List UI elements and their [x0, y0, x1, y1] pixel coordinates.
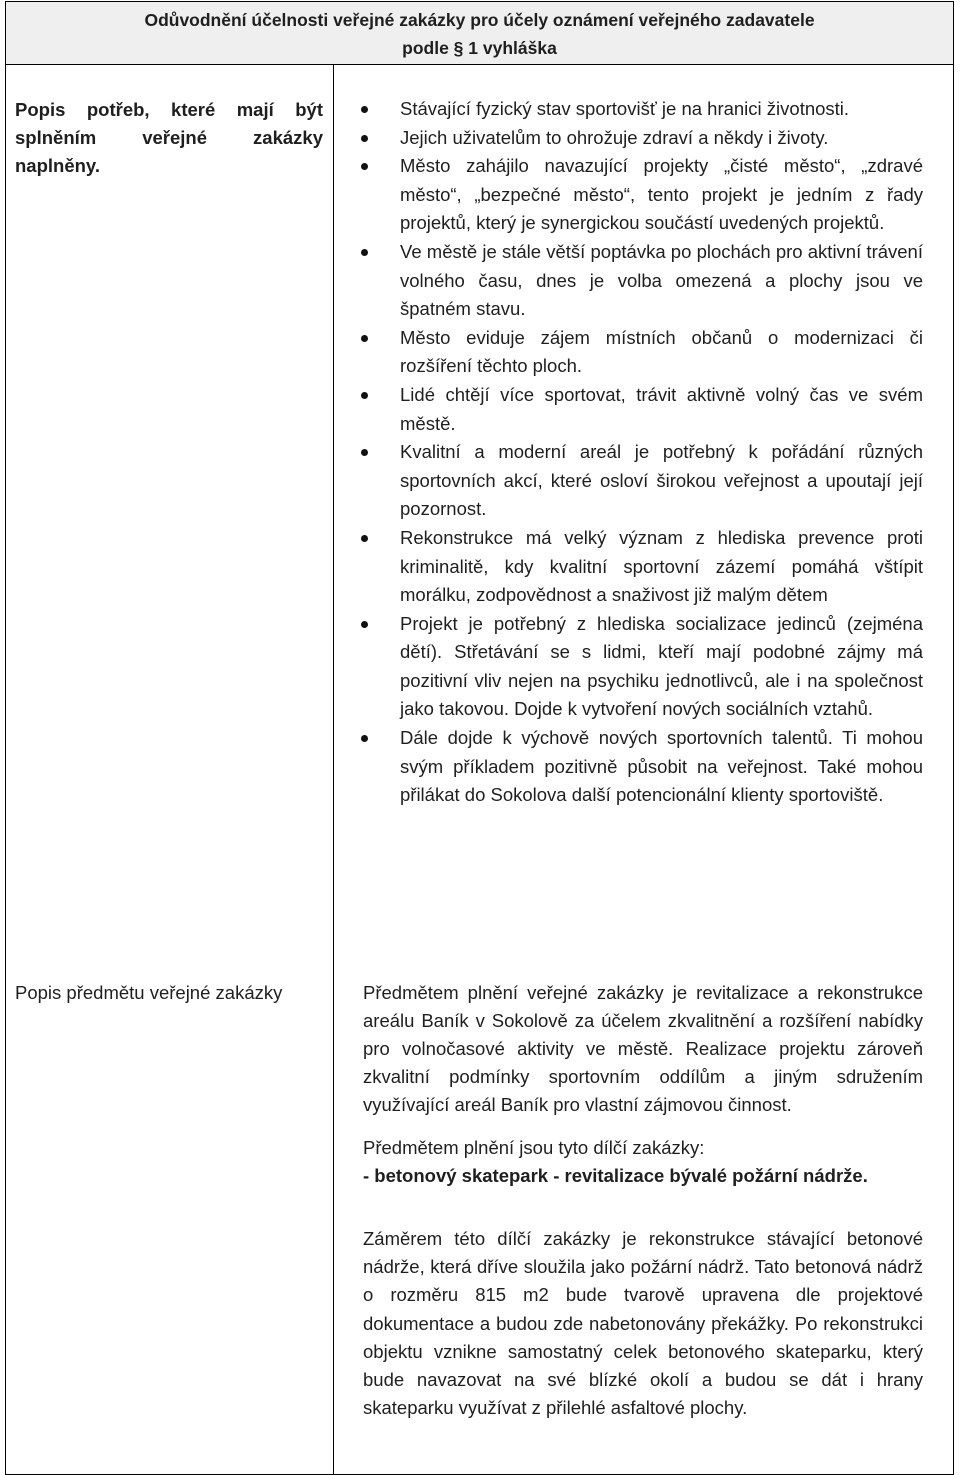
subject-label-cell	[6, 961, 334, 1475]
subject-paragraph: Předmětem plnění veřejné zakázky je revitalizace a rekonstrukce areálu Baník v Sokolově za účelem zkvalitnění a rozšíření nabídky pro volnočasové aktivity ve městě. Realizace projektu zároveň zkvalitní podmínky sportovním oddílům a jiným sdružením využívající areál Baník pro vlastní zájmovou činnost.	[363, 981, 923, 1116]
header-title-line2: podle § 1 vyhláška	[402, 38, 557, 58]
needs-list-item: Stávající fyzický stav sportovišť je na hranici životnosti.	[400, 95, 923, 124]
subject-subitems-intro: Předmětem plnění jsou tyto dílčí zakázky:	[363, 1136, 705, 1158]
needs-list-item: Město eviduje zájem místních občanů o modernizaci či rozšíření těchto ploch.	[400, 324, 923, 381]
justification-document	[5, 1, 954, 1475]
needs-list-item: Kvalitní a moderní areál je potřebný k pořádání různých sportovních akcí, které osloví širokou veřejnost a upoutají její pozornost.	[400, 438, 923, 524]
needs-content-cell	[334, 65, 954, 961]
needs-list-item: Dále dojde k výchově nových sportovních talentů. Ti mohou svým příkladem pozitivně působit na veřejnost. Také mohou přilákat do Sokolova další potencionální klienty sportoviště.	[400, 724, 923, 810]
justification-table	[5, 1, 954, 1475]
table-header	[6, 2, 954, 65]
needs-list-item: Projekt je potřebný z hlediska socializace jedinců (zejména dětí). Střetávání se s lidmi, kteří mají podobné zájmy má pozitivní vliv nejen na psychiku jednotlivců, ale i na společnost jako takovou. Dojde k vytvoření nových sociálních vztahů.	[400, 610, 923, 724]
subject-content-cell	[334, 961, 954, 1475]
subject-subitem-description: Záměrem této dílčí zakázky je rekonstrukce stávající betonové nádrže, která dříve sloužila jako požární nádrž. Tato betonová nádrž o rozměru 815 m2 bude tvarově upravena dle projektové dokumentace a budou zde nabetonovány překážky. Po rekonstrukci objektu vznikne samostatný celek betonového skateparku, který bude navazovat na své blízké okolí a budou se dát i hrany skateparku využívat z přilehlé asfaltové plochy.	[363, 1227, 923, 1419]
needs-list-item: Město zahájilo navazující projekty „čisté město“, „zdravé město“, „bezpečné město“, tento projekt je jedním z řady projektů, který je synergickou součástí uvedených projektů.	[400, 152, 923, 238]
needs-list-item: Ve městě je stále větší poptávka po plochách pro aktivní trávení volného času, dnes je volba omezená a plochy jsou ve špatném stavu.	[400, 238, 923, 324]
subject-subitem-skatepark: - betonový skatepark - revitalizace bývalé požární nádrže.	[363, 1164, 868, 1186]
needs-list	[334, 95, 923, 810]
subject-label: Popis předmětu veřejné zakázky	[15, 981, 283, 1003]
header-title-line1: Odůvodnění účelnosti veřejné zakázky pro účely oznámení veřejného zadavatele	[144, 10, 815, 30]
needs-list-item: Lidé chtějí více sportovat, trávit aktivně volný čas ve svém městě.	[400, 381, 923, 438]
needs-list-item: Jejich uživatelům to ohrožuje zdraví a někdy i životy.	[400, 124, 923, 153]
needs-list-item: Rekonstrukce má velký význam z hlediska prevence proti kriminalitě, kdy kvalitní sportovní zázemí pomáhá vštípit morálku, zodpovědnost a snaživost již malým dětem	[400, 524, 923, 610]
needs-label: Popis potřeb, které mají být splněním veřejné zakázky naplněny.	[15, 99, 323, 176]
needs-label-cell	[6, 65, 334, 961]
